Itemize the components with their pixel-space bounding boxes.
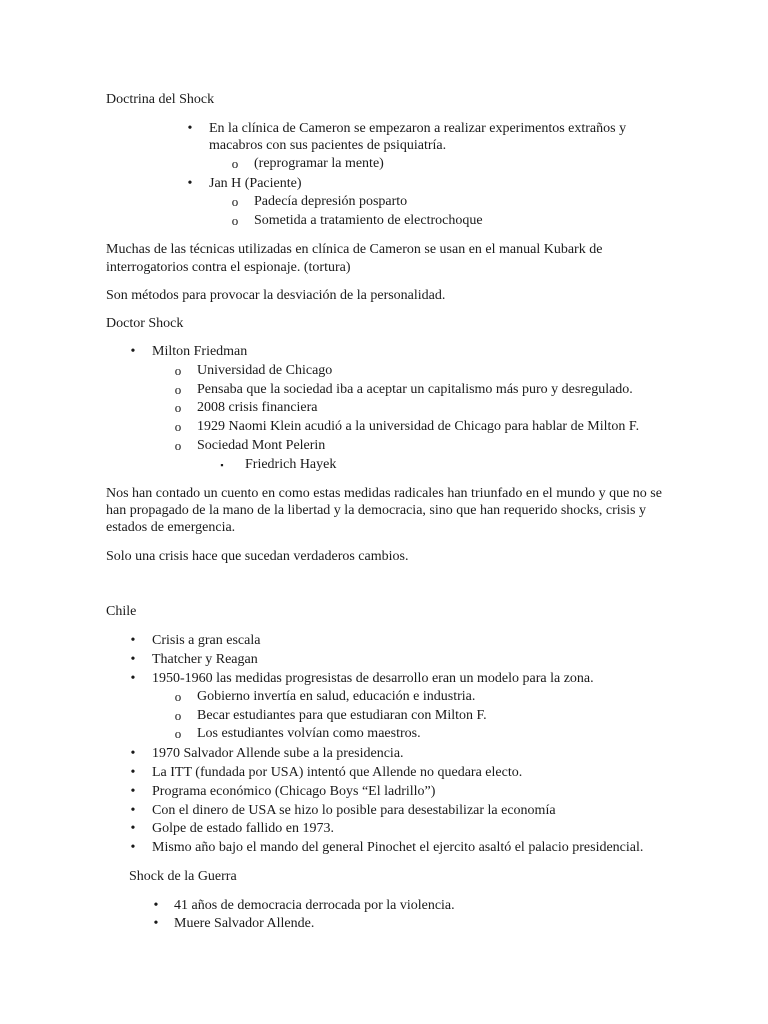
list-item: Muere Salvador Allende. [174, 916, 315, 931]
heading-chile: Chile [106, 604, 137, 619]
list-item: 1950-1960 las medidas progresistas de desarrollo eran un modelo para la zona. [152, 671, 594, 686]
bullet-dot-icon: • [130, 803, 136, 818]
list-item: Sometida a tratamiento de electrochoque [254, 213, 483, 228]
list-item: Programa económico (Chicago Boys “El ladrillo”) [152, 784, 436, 799]
list-item: 41 años de democracia derrocada por la violencia. [174, 898, 455, 913]
heading-doctor-shock: Doctor Shock [106, 316, 184, 331]
bullet-dot-icon: • [130, 746, 136, 761]
list-item: 1970 Salvador Allende sube a la presidencia. [152, 746, 404, 761]
list-item: Padecía depresión posparto [254, 194, 408, 209]
bullet-circle-icon: o [174, 708, 182, 723]
list-item: Con el dinero de USA se hizo lo posible para desestabilizar la economía [152, 803, 556, 818]
bullet-dot-icon: • [130, 344, 136, 359]
paragraph-line: Solo una crisis hace que sucedan verdaderos cambios. [106, 549, 409, 564]
bullet-circle-icon: o [231, 213, 239, 228]
list-item: 1929 Naomi Klein acudió a la universidad de Chicago para hablar de Milton F. [197, 419, 640, 434]
bullet-dot-icon: • [130, 671, 136, 686]
bullet-circle-icon: o [174, 689, 182, 704]
bullet-dot-icon: • [130, 652, 136, 667]
bullet-dot-icon: • [130, 821, 136, 836]
bullet-circle-icon: o [174, 382, 182, 397]
heading-doctrina-del-shock: Doctrina del Shock [106, 92, 215, 107]
list-item: Sociedad Mont Pelerin [197, 438, 326, 453]
bullet-circle-icon: o [174, 419, 182, 434]
list-item: Universidad de Chicago [197, 363, 333, 378]
list-item: Becar estudiantes para que estudiaran con Milton F. [197, 708, 487, 723]
list-item: Mismo año bajo el mando del general Pinochet el ejercito asaltó el palacio presidencial. [152, 840, 644, 855]
list-item: Gobierno invertía en salud, educación e industria. [197, 689, 476, 704]
bullet-dot-icon: • [130, 765, 136, 780]
bullet-dot-icon: • [153, 916, 159, 931]
heading-shock-de-la-guerra: Shock de la Guerra [129, 869, 237, 884]
list-item-continuation: macabros con sus pacientes de psiquiatría. [209, 138, 447, 153]
list-item: Thatcher y Reagan [152, 652, 258, 667]
bullet-dot-icon: • [187, 121, 193, 136]
list-item: (reprogramar la mente) [254, 156, 384, 171]
bullet-dot-icon: • [130, 840, 136, 855]
bullet-dot-icon: • [130, 784, 136, 799]
bullet-circle-icon: o [174, 363, 182, 378]
bullet-circle-icon: o [174, 400, 182, 415]
list-item: Jan H (Paciente) [209, 176, 302, 191]
bullet-dot-icon: • [153, 898, 159, 913]
bullet-square-icon: ▪ [220, 460, 224, 470]
bullet-circle-icon: o [231, 156, 239, 171]
list-item: La ITT (fundada por USA) intentó que Allende no quedara electo. [152, 765, 523, 780]
bullet-dot-icon: • [187, 176, 193, 191]
bullet-dot-icon: • [130, 633, 136, 648]
bullet-circle-icon: o [231, 194, 239, 209]
list-item: Milton Friedman [152, 344, 248, 359]
list-item: Crisis a gran escala [152, 633, 261, 648]
list-item: En la clínica de Cameron se empezaron a realizar experimentos extraños y [209, 121, 627, 136]
paragraph-line: Nos han contado un cuento en como estas medidas radicales han triunfado en el mundo y que no se [106, 486, 662, 501]
bullet-circle-icon: o [174, 726, 182, 741]
list-item: 2008 crisis financiera [197, 400, 318, 415]
paragraph-line: estados de emergencia. [106, 520, 236, 535]
paragraph-line: han propagado de la mano de la libertad y la democracia, sino que han requerido shocks, crisis y [106, 503, 646, 518]
list-item: Friedrich Hayek [245, 457, 337, 472]
paragraph-line: interrogatorios contra el espionaje. (tortura) [106, 260, 351, 275]
paragraph-line: Son métodos para provocar la desviación de la personalidad. [106, 288, 446, 303]
bullet-circle-icon: o [174, 438, 182, 453]
paragraph-line: Muchas de las técnicas utilizadas en clínica de Cameron se usan en el manual Kubark de [106, 242, 603, 257]
list-item: Pensaba que la sociedad iba a aceptar un capitalismo más puro y desregulado. [197, 382, 633, 397]
list-item: Golpe de estado fallido en 1973. [152, 821, 334, 836]
list-item: Los estudiantes volvían como maestros. [197, 726, 421, 741]
